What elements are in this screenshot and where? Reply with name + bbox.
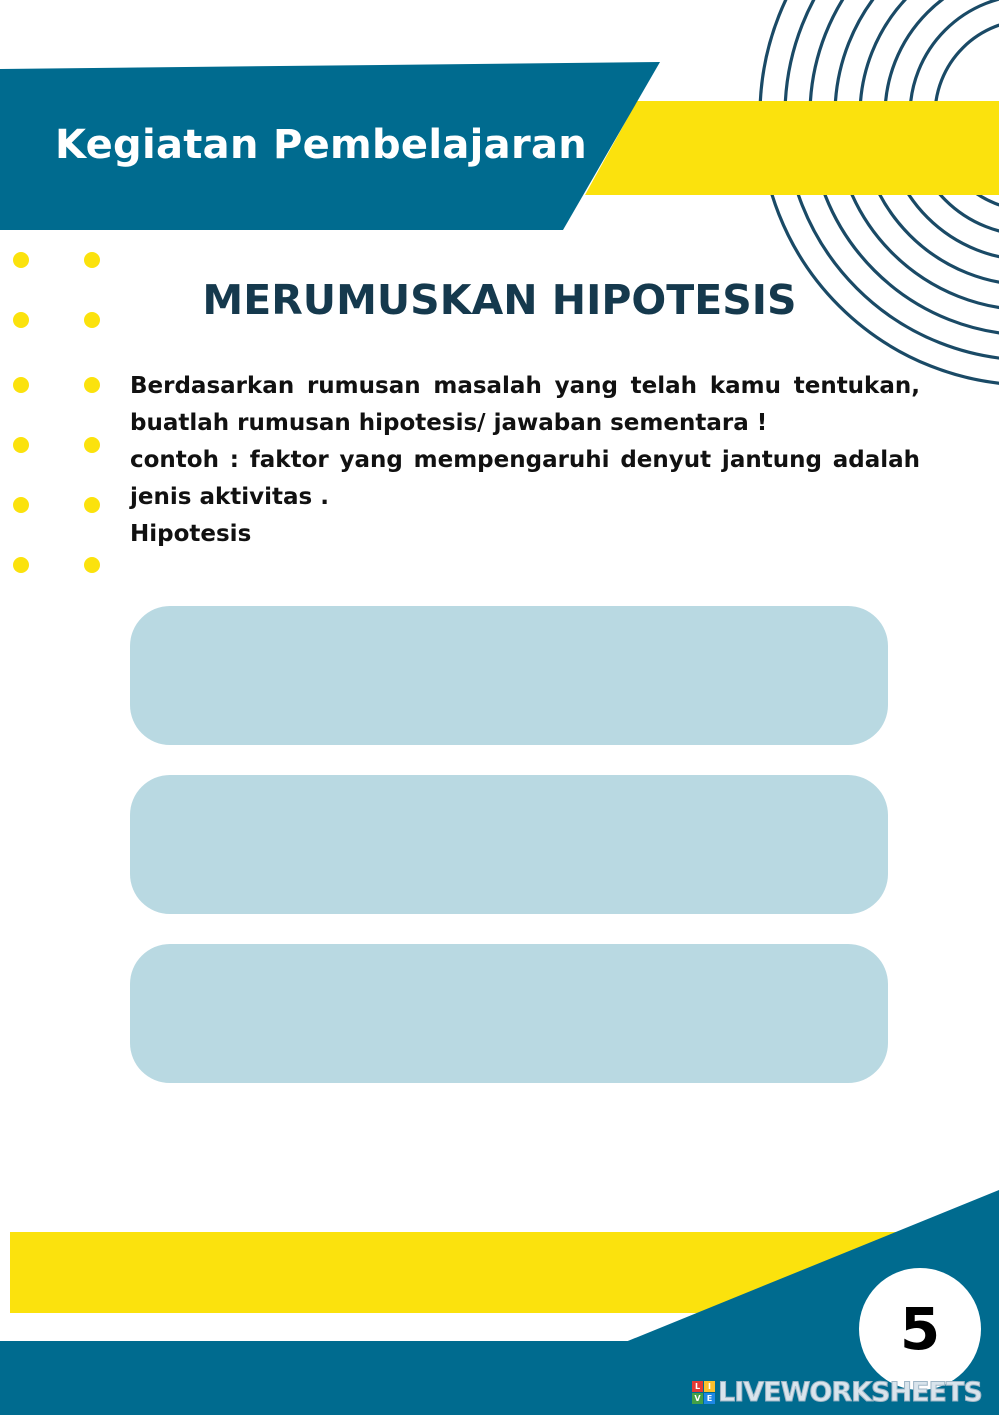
decor-dot <box>13 437 29 453</box>
answer-box-2[interactable] <box>130 775 888 914</box>
decor-dot <box>84 497 100 513</box>
header-title: Kegiatan Pembelajaran <box>55 122 588 168</box>
page-number-badge <box>859 1268 981 1390</box>
watermark-text: LIVEWORKSHEETS <box>718 1376 982 1408</box>
logo-letter: L <box>692 1381 703 1392</box>
liveworksheets-logo-icon <box>692 1381 715 1404</box>
decor-dot <box>13 377 29 393</box>
logo-letter: V <box>692 1393 703 1404</box>
logo-letter: I <box>704 1381 715 1392</box>
decor-dot <box>13 252 29 268</box>
decor-dot <box>13 557 29 573</box>
page-number: 5 <box>899 1295 941 1363</box>
hypothesis-label: Hipotesis <box>130 521 252 547</box>
example-paragraph: contoh : faktor yang mempengaruhi denyut jantung adalah jenis aktivitas . <box>130 447 920 510</box>
answer-box-3[interactable] <box>130 944 888 1083</box>
liveworksheets-logo <box>692 1376 982 1408</box>
instructions <box>130 368 920 553</box>
answer-box-1[interactable] <box>130 606 888 745</box>
section-title: MERUMUSKAN HIPOTESIS <box>202 276 797 324</box>
logo-letter: E <box>704 1393 715 1404</box>
decor-dot <box>84 437 100 453</box>
header-yellow-band <box>585 101 999 195</box>
decor-dot <box>84 252 100 268</box>
instruction-paragraph: Berdasarkan rumusan masalah yang telah kamu tentukan, buatlah rumusan hipotesis/ jawaban sementara ! <box>130 373 920 436</box>
decor-dot <box>84 377 100 393</box>
decor-dot <box>13 497 29 513</box>
decor-dot <box>84 557 100 573</box>
